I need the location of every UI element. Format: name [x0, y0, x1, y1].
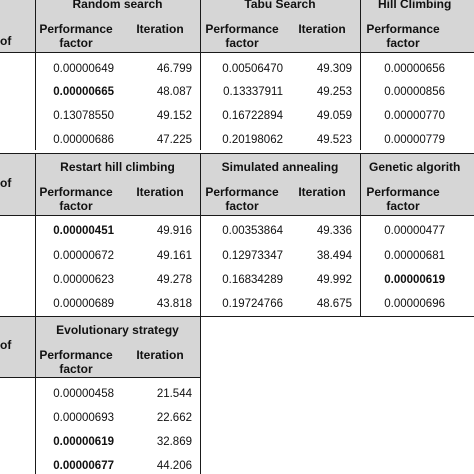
algorithm-header: Hill Climbing — [378, 0, 452, 11]
cell-performance-factor: 0.00000693 — [53, 412, 114, 424]
column-header-performance-factor: Performance factor — [366, 185, 440, 213]
cell-performance-factor: 0.00000672 — [53, 250, 114, 262]
column-divider — [200, 0, 201, 150]
algorithm-header: Evolutionary strategy — [56, 323, 179, 337]
algorithm-header: Genetic algorith — [369, 160, 461, 174]
column-divider — [35, 154, 36, 316]
column-divider — [200, 317, 201, 474]
cell-iteration: 32.869 — [156, 436, 192, 448]
column-header-performance-factor: Performance factor — [366, 22, 440, 50]
cell-performance-factor: 0.00000696 — [384, 298, 445, 310]
rule — [0, 215, 474, 216]
cell-iteration: 49.336 — [316, 225, 352, 237]
cell-performance-factor: 0.00000656 — [384, 63, 445, 75]
cell-performance-factor: 0.00000619 — [53, 436, 114, 448]
cell-iteration: 44.206 — [156, 460, 192, 472]
cell-performance-factor: 0.00000689 — [53, 298, 114, 310]
cell-iteration: 49.059 — [316, 110, 352, 122]
column-header-iteration: Iteration — [298, 185, 346, 199]
cell-performance-factor: 0.12973347 — [222, 250, 283, 262]
cell-performance-factor: 0.00353864 — [222, 225, 283, 237]
cell-performance-factor: 0.16834289 — [222, 274, 283, 286]
column-header-performance-factor: Performance factor — [39, 22, 113, 50]
cell-performance-factor: 0.00000686 — [53, 134, 114, 146]
cell-iteration: 22.662 — [156, 412, 192, 424]
cell-iteration: 48.675 — [316, 298, 352, 310]
cell-performance-factor: 0.00000451 — [53, 225, 114, 237]
algorithm-header: Tabu Search — [244, 0, 316, 11]
cell-iteration: 49.523 — [316, 134, 352, 146]
column-divider — [360, 154, 361, 316]
cell-performance-factor: 0.00000677 — [53, 460, 114, 472]
cell-iteration: 49.992 — [316, 274, 352, 286]
cell-performance-factor: 0.00000770 — [384, 110, 445, 122]
cell-iteration: 49.916 — [156, 225, 192, 237]
cell-performance-factor: 0.13078550 — [53, 110, 114, 122]
row-label-fragment: of — [0, 338, 12, 352]
column-divider — [360, 0, 361, 150]
cell-iteration: 46.799 — [156, 63, 192, 75]
column-header-iteration: Iteration — [136, 22, 184, 36]
cell-iteration: 49.161 — [156, 250, 192, 262]
cell-iteration: 38.494 — [316, 250, 352, 262]
cell-performance-factor: 0.00000681 — [384, 250, 445, 262]
column-divider — [35, 317, 36, 474]
cell-iteration: 21.544 — [156, 388, 192, 400]
column-header-iteration: Iteration — [136, 348, 184, 362]
cell-iteration: 48.087 — [156, 86, 192, 98]
cell-iteration: 43.818 — [156, 298, 192, 310]
column-divider — [35, 0, 36, 150]
algorithm-header: Restart hill climbing — [60, 160, 175, 174]
column-header-iteration: Iteration — [136, 185, 184, 199]
rule — [0, 52, 474, 53]
column-header-performance-factor: Performance factor — [205, 22, 279, 50]
cell-performance-factor: 0.00000856 — [384, 86, 445, 98]
row-label-fragment: of — [0, 34, 12, 48]
cell-performance-factor: 0.00000477 — [384, 225, 445, 237]
cell-performance-factor: 0.20198062 — [222, 134, 283, 146]
cell-iteration: 49.278 — [156, 274, 192, 286]
cell-performance-factor: 0.00000619 — [384, 274, 445, 286]
column-header-performance-factor: Performance factor — [39, 348, 113, 376]
row-label-fragment: of — [0, 176, 12, 190]
column-header-performance-factor: Performance factor — [205, 185, 279, 213]
column-header-performance-factor: Performance factor — [39, 185, 113, 213]
cell-iteration: 47.225 — [156, 134, 192, 146]
column-header-iteration: Iteration — [298, 22, 346, 36]
cell-performance-factor: 0.00000665 — [53, 86, 114, 98]
algorithm-header: Simulated annealing — [221, 160, 339, 174]
cell-performance-factor: 0.00000458 — [53, 388, 114, 400]
cell-performance-factor: 0.13337911 — [223, 86, 283, 98]
cell-performance-factor: 0.00506470 — [222, 63, 283, 75]
algorithm-header: Random search — [72, 0, 163, 11]
cell-performance-factor: 0.00000649 — [53, 63, 114, 75]
rule — [0, 377, 200, 378]
cell-performance-factor: 0.00000779 — [384, 134, 445, 146]
cell-iteration: 49.152 — [156, 110, 192, 122]
column-divider — [200, 154, 201, 316]
cell-performance-factor: 0.00000623 — [53, 274, 114, 286]
cell-performance-factor: 0.19724766 — [222, 298, 283, 310]
cell-iteration: 49.309 — [316, 63, 352, 75]
cell-performance-factor: 0.16722894 — [222, 110, 283, 122]
cell-iteration: 49.253 — [316, 86, 352, 98]
